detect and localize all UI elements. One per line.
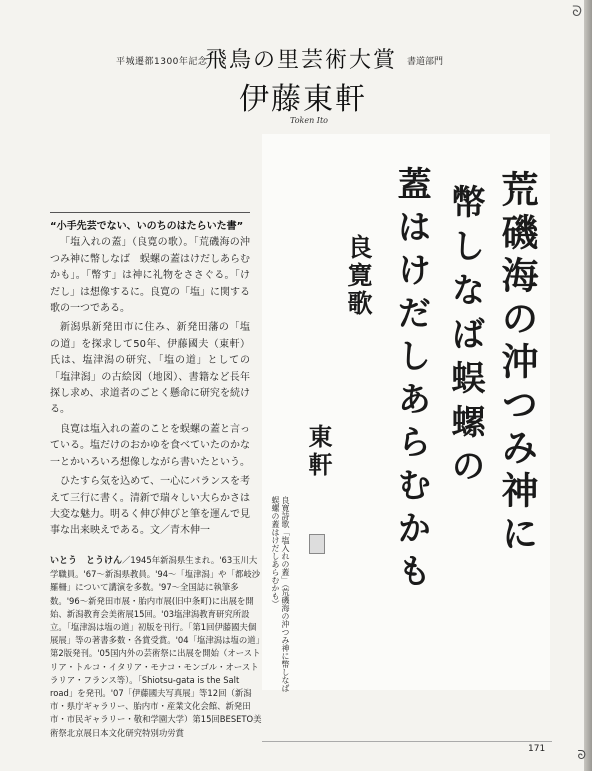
artist-name-roman: Token Ito bbox=[290, 116, 328, 125]
artwork-caption: 良寛詩歌「塩入れの蓋」（荒磯海の沖つみ神に幣しなば蜈螺の蓋はけだしあらむかも） bbox=[271, 496, 290, 692]
calligraphy-column: 荒磯海の沖つみ神に bbox=[495, 170, 539, 557]
essay-paragraph: 「塩入れの蓋」（良寛の歌）。「荒磯海の沖つみ神に幣しなば 蜈螺の蓋はけだしあらむかも」。「幣す」は神に礼物をささぐる。「けだし」は想像するに。良寛の「塩」に関する歌の一つである。 bbox=[50, 237, 250, 315]
essay-author: 文／青木伸一 bbox=[150, 525, 210, 537]
page-number: 171 bbox=[528, 744, 546, 754]
calligraphy-text bbox=[262, 134, 550, 690]
header-subtitle-left: 平城遷都1300年記念 bbox=[116, 57, 208, 67]
artist-name: 伊藤東軒 bbox=[239, 82, 367, 117]
bio-text: ／1945年新潟県生まれ。'63玉川大学職員。'67～新潟県教員。'94～「塩津潟」や「都岐沙羅柵」について講演を多数。'97～全国誌に執筆多数。'96～新発田市展・胎内市展(旧中条町)に出展を開始、新潟教育会美術展15回。'03塩津潟教育研究所設立。「塩津潟は塩の道」初版を刊行。「第1回伊藤國夫個展展」等の著書多数・各賞受賞。'04「塩津潟は塩の道」第2版発刊。'05国内外の芸術祭に出展を開始（オーストリア・トルコ・イタリア・モナコ・モンゴル・オーストラリア・フランス等）。「Shiotsu-gata is the Salt road」を発刊。'07「伊藤國夫写真展」等12回（新潟市・県庁ギャラリー、胎内市・産業文化会館、新発田市・市民ギャラリー・敬和学園大学）第15回BESETO美術祭北京展日本文化研究特別功労賞 bbox=[50, 555, 262, 738]
corner-mark: ᘐ bbox=[577, 748, 586, 762]
page-edge-shadow bbox=[584, 0, 592, 771]
essay-divider bbox=[50, 212, 250, 213]
essay-paragraph: 良寛は塩入れの蓋のことを蜈螺の蓋と言っている。塩だけのおかゆを食べていたのかな一とかいろいろ想像しながら書いたという。 bbox=[50, 423, 250, 468]
seal-stamp bbox=[309, 534, 325, 554]
corner-mark: ᘐ bbox=[572, 4, 582, 20]
bio-name: いとう とうけん bbox=[50, 556, 123, 566]
artist-signature: 東軒 bbox=[304, 424, 333, 480]
artist-bio bbox=[50, 554, 262, 740]
calligraphy-poet-credit: 良寛歌 bbox=[344, 234, 373, 318]
footer-rule bbox=[262, 741, 552, 742]
essay-paragraph-text: ひたすら気を込めて、一心にバランスを考えて三行に書く。清新で瑞々しい大らかさは大変な魅力。明るく伸び伸びと筆を運んで見事な出来映えである。 bbox=[50, 476, 250, 537]
essay-title: “小手先芸でない、いのちのはたらいた書” bbox=[50, 221, 244, 232]
essay-paragraph bbox=[50, 474, 250, 540]
essay bbox=[50, 212, 250, 543]
calligraphy-column: 蓋はけだしあらむかも bbox=[391, 166, 431, 596]
award-title: 飛鳥の里芸術大賞 bbox=[205, 48, 398, 73]
calligraphy-artwork bbox=[262, 134, 550, 690]
calligraphy-column: 幣しなば蜈螺の bbox=[445, 184, 485, 492]
essay-paragraph: 新潟県新発田市に住み、新発田藩の「塩の道」を探求して50年、伊藤國夫（東軒）氏は、塩津潟の研究、「塩の道」としての「塩津潟」の古絵図（地図）、書籍など長年探し求め、求道者のごとく懸命に研究を続ける。 bbox=[50, 322, 250, 416]
header-subtitle-right: 書道部門 bbox=[407, 57, 444, 67]
